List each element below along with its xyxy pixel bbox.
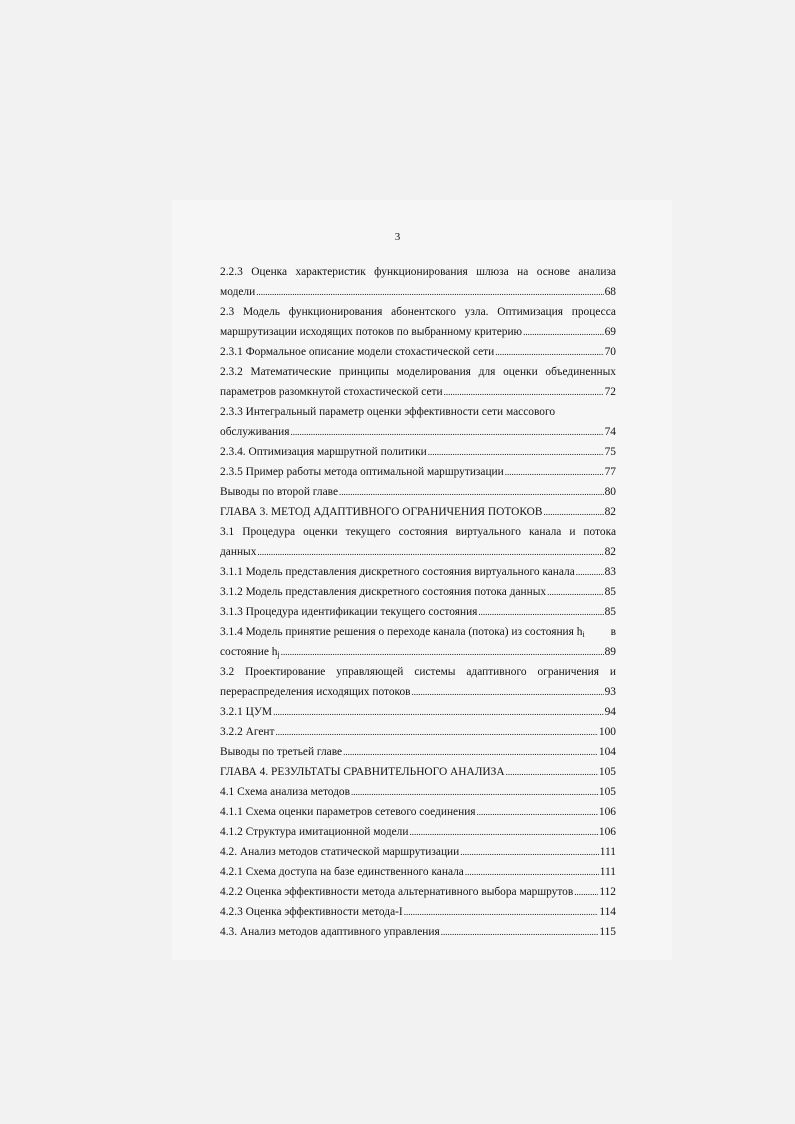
toc-page-number: 106 [598,806,616,818]
toc-entry-2-3: маршрутизации исходящих потоков по выбранному критерию ..... 69 [220,322,616,342]
toc-page-number: 68 [604,286,616,298]
toc-entry-2-3-2: параметров разомкнутой стохастической сети ..... 72 [220,382,616,402]
toc-entry-3-1-4: состояние $h_j$ ..... 89 [220,642,616,662]
toc-page-number: 69 [604,326,616,338]
toc-page-number: 111 [599,846,616,858]
toc-entry-2-3-2-line1: 2.3.2 Математические принципы моделирования для оценки объединенных [220,366,616,378]
toc-entry-3-2-1: 3.2.1 ЦУМ ..... 94 [220,702,616,722]
toc-page-number: 85 [604,606,616,618]
toc-entry-3-1-line1: 3.1 Процедура оценки текущего состояния виртуального канала и потока [220,526,616,538]
toc-entry-chapter-4: ГЛАВА 4. РЕЗУЛЬТАТЫ СРАВНИТЕЛЬНОГО АНАЛИЗА ..... 105 [220,762,616,782]
toc-entry-3-1-2: 3.1.2 Модель представления дискретного состояния потока данных ..... 85 [220,582,616,602]
toc-page-number: 77 [604,466,616,478]
toc-page-number: 93 [604,686,616,698]
toc-entry-2-2-3: модели ..... 68 [220,282,616,302]
toc-page-number: 105 [598,786,616,798]
toc-entry-4-2-3: 4.2.3 Оценка эффективности метода-I ..... 114 [220,902,616,922]
toc-page-number: 111 [599,866,616,878]
toc-entry-4-2-2: 4.2.2 Оценка эффективности метода альтернативного выбора маршрутов ..... 112 [220,882,616,902]
toc-page-number: 112 [599,886,616,898]
table-of-contents [220,262,616,942]
toc-page-number: 89 [604,646,616,658]
toc-entry-4-2-1: 4.2.1 Схема доступа на базе единственного канала ..... 111 [220,862,616,882]
toc-page-number: 114 [599,906,616,918]
toc-entry-chapter-3: ГЛАВА 3. МЕТОД АДАПТИВНОГО ОГРАНИЧЕНИЯ ПОТОКОВ ..... 82 [220,502,616,522]
toc-entry-4-1-1: 4.1.1 Схема оценки параметров сетевого соединения ..... 106 [220,802,616,822]
toc-entry-4-1: 4.1 Схема анализа методов ..... 105 [220,782,616,802]
toc-entry-conclusions-3: Выводы по третьей главе ..... 104 [220,742,616,762]
toc-page-number: 106 [598,826,616,838]
toc-entry-3-2-2: 3.2.2 Агент ..... 100 [220,722,616,742]
toc-entry-2-3-5: 2.3.5 Пример работы метода оптимальной маршрутизации ..... 77 [220,462,616,482]
toc-entry-4-1-2: 4.1.2 Структура имитационной модели ..... 106 [220,822,616,842]
toc-page-number: 85 [604,586,616,598]
toc-page-number: 75 [604,446,616,458]
toc-page-number: 80 [604,486,616,498]
toc-page-number: 82 [604,506,616,518]
toc-entry-3-1-1: 3.1.1 Модель представления дискретного состояния виртуального канала ..... 83 [220,562,616,582]
toc-entry-3-1-3: 3.1.3 Процедура идентификации текущего состояния ..... 85 [220,602,616,622]
toc-page-number: 82 [604,546,616,558]
toc-entry-2-3-3: обслуживания ..... 74 [220,422,616,442]
toc-entry-3-1-4-line1: 3.1.4 Модель принятие решения о переходе канала (потока) из состояния $h_i$ в [220,626,616,639]
toc-page-number: 72 [604,386,616,398]
toc-entry-3-2: перераспределения исходящих потоков ..... 93 [220,682,616,702]
toc-entry-conclusions-2: Выводы по второй главе ..... 80 [220,482,616,502]
toc-page-number: 83 [604,566,616,578]
toc-page-number: 100 [598,726,616,738]
toc-entry-3-1: данных ..... 82 [220,542,616,562]
toc-entry-2-3-line1: 2.3 Модель функционирования абонентского узла. Оптимизация процесса [220,306,616,318]
page-number: 3 [394,231,401,243]
toc-entry-2-3-3-line1: 2.3.3 Интегральный параметр оценки эффективности сети массового [220,406,556,418]
toc-page-number: 105 [598,766,616,778]
toc-entry-2-3-1: 2.3.1 Формальное описание модели стохастической сети ..... 70 [220,342,616,362]
toc-page-number: 104 [598,746,616,758]
toc-page-number: 70 [604,346,616,358]
toc-entry-4-2: 4.2. Анализ методов статической маршрутизации ..... 111 [220,842,616,862]
toc-page-number: 115 [599,926,616,938]
toc-entry-3-2-line1: 3.2 Проектирование управляющей системы адаптивного ограничения и [220,666,616,678]
toc-page-number: 74 [604,426,616,438]
toc-page-number: 94 [604,706,616,718]
toc-entry-2-2-3-line1: 2.2.3 Оценка характеристик функционирования шлюза на основе анализа [220,266,616,278]
toc-entry-4-3: 4.3. Анализ методов адаптивного управления ..... 115 [220,922,616,942]
toc-entry-2-3-4: 2.3.4. Оптимизация маршрутной политики ..... 75 [220,442,616,462]
